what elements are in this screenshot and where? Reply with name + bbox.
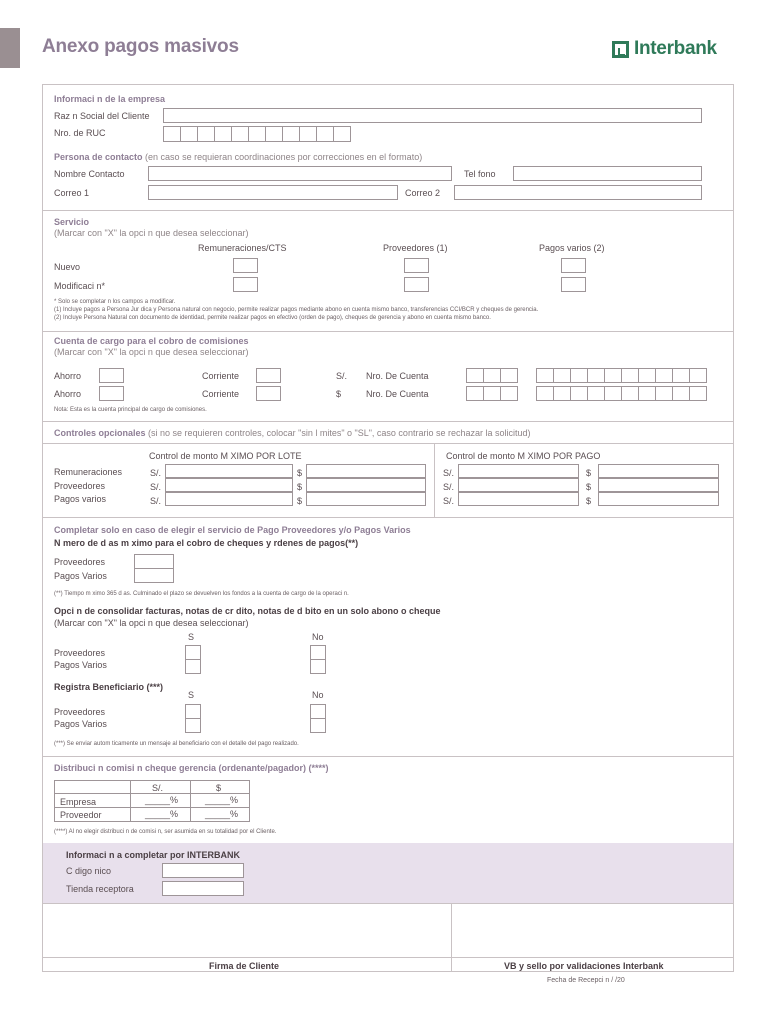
registra-si-label: S	[188, 690, 195, 700]
checkbox-modificacion-pagos-varios[interactable]	[561, 277, 586, 292]
lote-soles-label-3: S/.	[150, 496, 162, 506]
correo1-field[interactable]	[148, 185, 398, 200]
vb-sello-label: VB y sello por validaciones Interbank	[504, 961, 664, 971]
cuenta-numero-soles-field[interactable]	[536, 368, 706, 383]
telefono-label: Tel fono	[464, 169, 496, 179]
consolidar-title: Opci n de consolidar facturas, notas de cr dito, notas de d bito en un solo abono o cheque	[54, 606, 441, 616]
distribucion-row-divider	[54, 793, 250, 794]
distribucion-note: (****) Al no elegir distribuci n de comisi n, ser asumida en su totalidad por el Cliente.	[54, 829, 277, 835]
distribucion-row-empresa: Empresa	[60, 797, 97, 807]
pago-soles-label-2: S/.	[443, 482, 455, 492]
servicio-col-remuneraciones: Remuneraciones/CTS	[198, 243, 287, 253]
consolidar-si-label: S	[188, 632, 195, 642]
checkbox-consolidar-no-proveedores[interactable]	[310, 645, 326, 660]
pago-dolares-label: $	[586, 468, 592, 478]
controles-row-remuneraciones: Remuneraciones	[54, 467, 123, 477]
lote-dolares-proveedores-field[interactable]	[306, 478, 426, 492]
distribucion-row-divider	[54, 807, 250, 808]
controles-col-pago: Control de monto M XIMO POR PAGO	[446, 451, 601, 461]
pago-soles-label: S/.	[443, 468, 455, 478]
cuenta-nota: Nota: Esta es la cuenta principal de cargo de comisiones.	[54, 407, 207, 413]
lote-dolares-label: $	[297, 468, 303, 478]
lote-dolares-pagos-varios-field[interactable]	[306, 492, 426, 506]
checkbox-nuevo-proveedores[interactable]	[404, 258, 429, 273]
page-title: Anexo pagos masivos	[42, 36, 239, 57]
dias-row-pagos-varios: Pagos Varios	[54, 571, 107, 581]
lote-dolares-label-2: $	[297, 482, 303, 492]
dias-pagos-varios-field[interactable]	[134, 568, 174, 583]
distribucion-col-divider	[130, 780, 131, 822]
checkbox-modificacion-remuneraciones[interactable]	[233, 277, 258, 292]
consolidar-no-label: No	[312, 632, 324, 642]
empresa-section-title: Informaci n de la empresa	[54, 94, 166, 104]
divider	[42, 443, 734, 444]
checkbox-registra-si-pagos-varios[interactable]	[185, 718, 201, 733]
checkbox-modificacion-proveedores[interactable]	[404, 277, 429, 292]
divider	[42, 331, 734, 332]
checkbox-ahorro-soles[interactable]	[99, 368, 124, 383]
distribucion-row-proveedor: Proveedor	[60, 810, 102, 820]
dias-title: N mero de d as m ximo para el cobro de cheques y rdenes de pagos(**)	[54, 538, 359, 548]
servicio-note-2: (1) Incluye pagos a Persona Jur dica y Persona natural con negocio, permite realizar pagos mediante abono en cuenta mismo banco, transferencias CCI/BCR y cheques de gerencia.	[54, 307, 539, 313]
page-tab	[0, 28, 20, 68]
pago-soles-remuneraciones-field[interactable]	[458, 464, 579, 478]
servicio-section-title: Servicio	[54, 217, 90, 227]
checkbox-nuevo-pagos-varios[interactable]	[561, 258, 586, 273]
distribucion-col-soles: S/.	[152, 783, 164, 793]
controles-note: (si no se requieren controles, colocar "sin l mites" o "SL", caso contrario se rechazar la solicitud)	[148, 428, 531, 438]
consolidar-instruction: (Marcar con "X" la opci n que desea seleccionar)	[54, 618, 249, 628]
distribucion-title: Distribuci n comisi n cheque gerencia (ordenante/pagador) (****)	[54, 763, 329, 773]
divider	[42, 957, 734, 958]
divider	[434, 443, 435, 517]
controles-col-lote: Control de monto M XIMO POR LOTE	[149, 451, 302, 461]
registra-row-pagos-varios: Pagos Varios	[54, 719, 107, 729]
contacto-note: (en caso se requieran coordinaciones por correcciones en el formato)	[145, 152, 423, 162]
servicio-note-3: (2) Incluye Persona Natural con documento de identidad, permite realizar pagos en efectivo (orden de pago), cheques de gerencia y abono en cuenta mismo banco.	[54, 315, 491, 321]
cuenta-soles-label: S/.	[336, 371, 348, 381]
tienda-receptora-field[interactable]	[162, 881, 244, 896]
interbank-logo-icon	[612, 41, 629, 58]
razon-social-label: Raz n Social del Cliente	[54, 111, 150, 121]
divider	[42, 756, 734, 757]
servicio-col-pagos-varios: Pagos varios (2)	[539, 243, 605, 253]
lote-soles-remuneraciones-field[interactable]	[165, 464, 293, 478]
divider	[42, 210, 734, 211]
servicio-row-nuevo: Nuevo	[54, 262, 81, 272]
cuenta-corriente-label: Corriente	[202, 371, 240, 381]
pago-dolares-remuneraciones-field[interactable]	[598, 464, 719, 478]
ruc-label: Nro. de RUC	[54, 128, 106, 138]
cuenta-numero-dolares-field[interactable]	[536, 386, 706, 401]
telefono-field[interactable]	[513, 166, 702, 181]
distribucion-empresa-dolares-field[interactable]: _____%	[205, 795, 239, 805]
checkbox-consolidar-si-pagos-varios[interactable]	[185, 659, 201, 674]
controles-row-proveedores: Proveedores	[54, 481, 106, 491]
codigo-unico-label: C digo nico	[66, 866, 112, 876]
checkbox-registra-no-pagos-varios[interactable]	[310, 718, 326, 733]
correo2-field[interactable]	[454, 185, 702, 200]
registra-row-proveedores: Proveedores	[54, 707, 106, 717]
codigo-unico-field[interactable]	[162, 863, 244, 878]
cuenta-corriente-label-2: Corriente	[202, 389, 240, 399]
firma-cliente-area[interactable]	[42, 903, 451, 957]
interbank-logo-text: Interbank	[634, 38, 717, 59]
dias-proveedores-field[interactable]	[134, 554, 174, 569]
lote-dolares-label-3: $	[297, 496, 303, 506]
cuenta-tienda-soles-field[interactable]	[466, 368, 517, 383]
controles-title: Controles opcionales	[54, 428, 146, 438]
pago-dolares-proveedores-field[interactable]	[598, 478, 719, 492]
distribucion-proveedor-soles-field[interactable]: _____%	[145, 809, 179, 819]
ruc-field[interactable]	[163, 126, 350, 142]
fecha-recepcion-label: Fecha de Recepci n / /20	[547, 977, 625, 984]
checkbox-consolidar-no-pagos-varios[interactable]	[310, 659, 326, 674]
distribucion-col-dolares: $	[216, 783, 222, 793]
nombre-contacto-label: Nombre Contacto	[54, 169, 125, 179]
checkbox-registra-no-proveedores[interactable]	[310, 704, 326, 719]
checkbox-corriente-soles[interactable]	[256, 368, 281, 383]
lote-soles-proveedores-field[interactable]	[165, 478, 293, 492]
lote-soles-label-2: S/.	[150, 482, 162, 492]
servicio-row-modificacion: Modificaci n*	[54, 281, 106, 291]
firma-cliente-label: Firma de Cliente	[209, 961, 280, 971]
consolidar-row-pagos-varios: Pagos Varios	[54, 660, 107, 670]
lote-dolares-remuneraciones-field[interactable]	[306, 464, 426, 478]
consolidar-row-proveedores: Proveedores	[54, 648, 106, 658]
registra-no-label: No	[312, 690, 324, 700]
servicio-col-proveedores: Proveedores (1)	[383, 243, 448, 253]
registra-title: Registra Beneficiario (***)	[54, 682, 164, 692]
cuenta-ahorro-label: Ahorro	[54, 371, 82, 381]
controles-section-title	[54, 428, 531, 438]
checkbox-registra-si-proveedores[interactable]	[185, 704, 201, 719]
cuenta-nro-label-2: Nro. De Cuenta	[366, 389, 429, 399]
pago-soles-proveedores-field[interactable]	[458, 478, 579, 492]
checkbox-nuevo-remuneraciones[interactable]	[233, 258, 258, 273]
lote-soles-label: S/.	[150, 468, 162, 478]
divider	[42, 517, 734, 518]
cuenta-dolares-label: $	[336, 389, 342, 399]
cuenta-nro-label: Nro. De Cuenta	[366, 371, 429, 381]
servicio-instruction: (Marcar con "X" la opci n que desea seleccionar)	[54, 228, 249, 238]
contacto-title: Persona de contacto	[54, 152, 143, 162]
tienda-receptora-label: Tienda receptora	[66, 884, 134, 894]
cuenta-tienda-dolares-field[interactable]	[466, 386, 517, 401]
interbank-logo	[612, 37, 717, 61]
pago-soles-pagos-varios-field[interactable]	[458, 492, 579, 506]
dias-row-proveedores: Proveedores	[54, 557, 106, 567]
contacto-section-title	[54, 152, 422, 162]
cuenta-instruction: (Marcar con "X" la opci n que desea seleccionar)	[54, 347, 249, 357]
pago-dolares-label-2: $	[586, 482, 592, 492]
correo2-label: Correo 2	[405, 188, 441, 198]
proveedores-heading: Completar solo en caso de elegir el servicio de Pago Proveedores y/o Pagos Varios	[54, 525, 411, 535]
vb-sello-area[interactable]	[452, 903, 734, 957]
pago-dolares-label-3: $	[586, 496, 592, 506]
nombre-contacto-field[interactable]	[148, 166, 452, 181]
registra-note: (***) Se enviar autom ticamente un mensaje al beneficiario con el detalle del pago realizado.	[54, 741, 299, 747]
correo1-label: Correo 1	[54, 188, 90, 198]
interbank-title: Informaci n a completar por INTERBANK	[66, 850, 241, 860]
distribucion-proveedor-dolares-field[interactable]: _____%	[205, 809, 239, 819]
cuenta-section-title: Cuenta de cargo para el cobro de comisiones	[54, 336, 249, 346]
checkbox-ahorro-dolares[interactable]	[99, 386, 124, 401]
lote-soles-pagos-varios-field[interactable]	[165, 492, 293, 506]
cuenta-ahorro-label-2: Ahorro	[54, 389, 82, 399]
divider	[42, 421, 734, 422]
pago-dolares-pagos-varios-field[interactable]	[598, 492, 719, 506]
distribucion-col-divider	[190, 780, 191, 822]
servicio-note-1: * Solo se completar n los campos a modificar.	[54, 299, 176, 305]
controles-row-pagos-varios: Pagos varios	[54, 494, 107, 504]
checkbox-corriente-dolares[interactable]	[256, 386, 281, 401]
distribucion-empresa-soles-field[interactable]: _____%	[145, 795, 179, 805]
checkbox-consolidar-si-proveedores[interactable]	[185, 645, 201, 660]
razon-social-field[interactable]	[163, 108, 702, 123]
pago-soles-label-3: S/.	[443, 496, 455, 506]
dias-note: (**) Tiempo m ximo 365 d as. Culminado el plazo se devuelven los fondos a la cuenta de cargo de la operaci n.	[54, 591, 349, 597]
